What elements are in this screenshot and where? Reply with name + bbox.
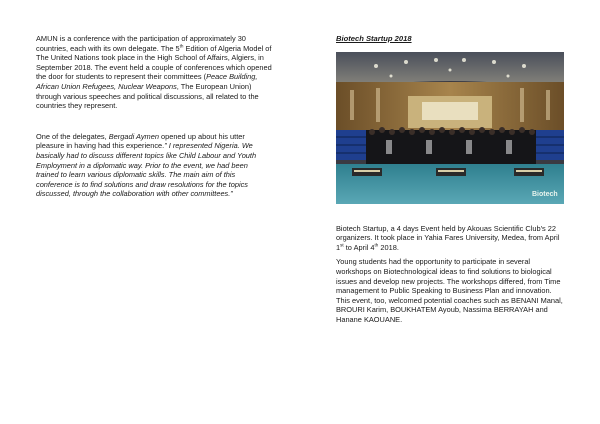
left-column	[36, 34, 272, 220]
biotech-text-2: to April 4	[343, 242, 375, 252]
delegate-paragraph	[36, 132, 272, 199]
amun-text-2: Edition of Algeria Model of The United Nations took place in the High School of Affairs, Algiers, in September 2018. The event held a couple of conferences which opened the door for students to represent their committees (	[36, 43, 272, 82]
delegate-quote: ” I represented Nigeria. We basically had to discuss different topics like Child Labour and Youth Employment in a diplomatic way. Prior to the event, we had been trained to learn various diplomatic skills. The main aim of this conference is to find solutions and draw resolutions for the topics discussed, through the collaboration with other committees.”	[36, 141, 257, 199]
biotech-text-3: 2018.	[378, 242, 399, 252]
biotech-paragraph-1	[336, 224, 566, 253]
delegate-text-1: One of the delegates,	[36, 131, 109, 141]
amun-text-3: , The European Union) through various speeches and political discussions, all related to the countries they represent.	[36, 81, 259, 111]
section-heading: Biotech Startup 2018	[336, 34, 412, 43]
event-photo	[336, 52, 564, 204]
committee-names: Peace Building, African Union Refugees, Nuclear Weapons	[36, 72, 258, 91]
delegate-text-2: opened up about his utter pleasure in having had this experience.	[36, 131, 245, 151]
ordinal-suffix-2: th	[374, 242, 379, 248]
amun-text-1: AMUN is a conference with the participation of approximately 30 countries, each with its own delegate. The 5	[36, 34, 246, 53]
biotech-paragraph-2: Young students had the opportunity to participate in several workshops on Biotechnological ideas to find solutions to biological issues and develop new projects. The workshops differed, from Time management to Public Speaking to Business Plan and innovation. This event, too, welcomed potential coaches such as BENANI Manal, BROURI Karim, BOUKHATEM Ayoub, Nassima BERRAYAH and Hanane KAOUANE.	[336, 257, 563, 324]
ordinal-suffix: th	[179, 43, 184, 49]
photo-watermark: Biotech	[532, 190, 558, 198]
delegate-name: Bergadi Aymen	[108, 131, 159, 141]
ordinal-suffix-1: st	[340, 242, 344, 248]
amun-paragraph	[36, 34, 272, 111]
biotech-text-1: Biotech Startup, a 4 days Event held by Akouas Scientific Club's 22 organizers. It took place in Yahia Fares University, Medea, from April 1	[336, 223, 560, 252]
right-column	[336, 34, 566, 330]
